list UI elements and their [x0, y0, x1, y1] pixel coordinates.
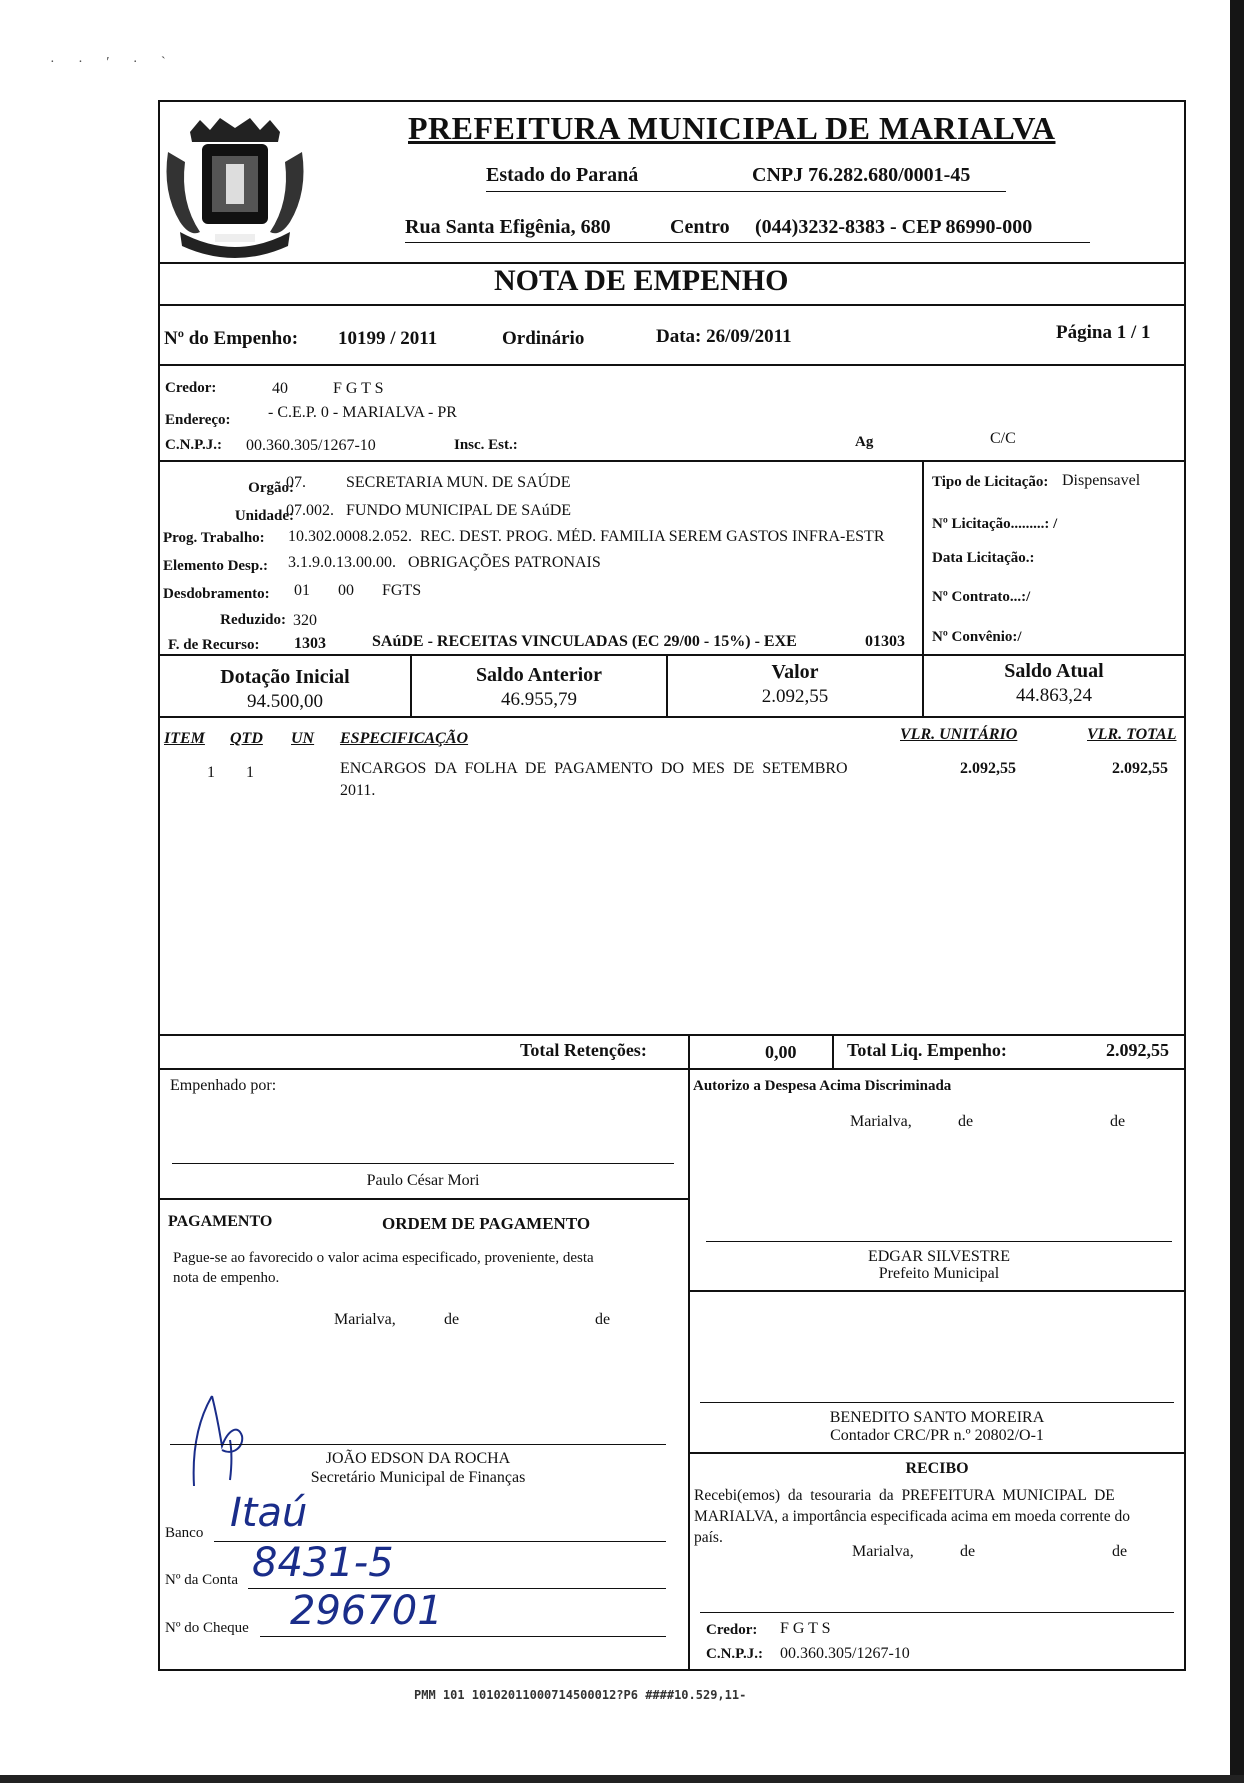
secretary-signature-line: [170, 1444, 666, 1445]
saldo-dotacao-label: Dotação Inicial: [220, 666, 350, 688]
page-edge: [1230, 0, 1244, 1783]
recibo-de2: de: [1112, 1543, 1128, 1560]
item-spec-line1: ENCARGOS DA FOLHA DE PAGAMENTO DO MES DE SETEMBRO: [340, 760, 848, 777]
empenho-number-label: Nº do Empenho:: [164, 328, 299, 349]
autorizo-label: Autorizo a Despesa Acima Discriminada: [693, 1078, 952, 1094]
header-rule-2: [405, 242, 1090, 243]
prog-value: 10.302.0008.2.052. REC. DEST. PROG. MÉD. FAMILIA SEREM GASTOS INFRA-ESTR: [288, 528, 885, 545]
autorizo-de1: de: [958, 1113, 974, 1130]
empenhado-name: Paulo César Mori: [366, 1172, 480, 1189]
secretary-title: Secretário Municipal de Finanças: [310, 1469, 526, 1486]
pagamento-de1: de: [444, 1311, 460, 1328]
item-number: 1: [207, 764, 215, 781]
banco-label: Banco: [165, 1525, 204, 1541]
header-title: PREFEITURA MUNICIPAL DE MARIALVA: [408, 110, 1056, 146]
pagamento-text-1: Pague-se ao favorecido o valor acima especificado, proveniente, desta: [173, 1250, 594, 1266]
elemento-value: 3.1.9.0.13.00.00. OBRIGAÇÕES PATRONAIS: [288, 554, 601, 571]
footer-code: PMM 101 10102011000714500012?P6 ####10.529,11-: [414, 1688, 747, 1702]
licitacao-tipo: Dispensavel: [1062, 472, 1141, 489]
valor-label: Valor: [771, 661, 819, 683]
header-street: Rua Santa Efigênia, 680: [405, 216, 611, 238]
credor-name: F G T S: [333, 380, 384, 397]
retencoes-value: 0,00: [765, 1042, 797, 1062]
item-spec-line2: 2011.: [340, 782, 376, 799]
recibo-title: RECIBO: [905, 1460, 969, 1477]
items-header-qtd: QTD: [230, 730, 263, 747]
credor-cnpj: 00.360.305/1267-10: [246, 437, 376, 454]
mayor-divider: [688, 1290, 1186, 1292]
items-header-total: VLR. TOTAL: [1087, 726, 1177, 743]
cheque-handwritten: 296701: [290, 1588, 443, 1634]
prog-label: Prog. Trabalho:: [163, 530, 265, 546]
pagamento-label: PAGAMENTO: [168, 1213, 273, 1230]
autorizo-place: Marialva,: [850, 1113, 912, 1130]
reduzido-label: Reduzido:: [220, 612, 286, 628]
recibo-signature-line: [700, 1612, 1174, 1613]
mayor-signature-line: [706, 1241, 1172, 1242]
item-total-value: 2.092,55: [1112, 760, 1168, 777]
saldo-atual-value: 44.863,24: [1016, 685, 1092, 706]
empenho-type: Ordinário: [502, 328, 585, 349]
recibo-text-1: Recebi(emos) da tesouraria da PREFEITURA MUNICIPAL DE: [694, 1487, 1115, 1504]
header-phone-cep: (044)3232-8383 - CEP 86990-000: [755, 216, 1033, 238]
unidade-label: Unidade:: [234, 508, 294, 524]
items-header-un: UN: [291, 730, 315, 747]
recibo-text-3: país.: [694, 1529, 723, 1546]
saldo-dotacao-value: 94.500,00: [247, 691, 323, 712]
recibo-text-2: MARIALVA, a importância especificada acima em moeda corrente do: [694, 1508, 1130, 1525]
accountant-signature-line: [700, 1402, 1174, 1403]
recibo-credor: F G T S: [780, 1620, 831, 1637]
credor-label: Credor:: [165, 380, 217, 396]
orgao-label: Orgão:: [248, 480, 294, 496]
licitacao-tipo-label: Tipo de Licitação:: [932, 474, 1049, 490]
empenhado-signature-line: [172, 1163, 674, 1164]
empenhado-divider: [158, 1198, 688, 1200]
valor-value: 2.092,55: [761, 686, 829, 707]
ordem-pagamento-label: ORDEM DE PAGAMENTO: [382, 1214, 591, 1233]
recurso-desc: SAúDE - RECEITAS VINCULADAS (EC 29/00 - 15%) - EXE: [372, 633, 797, 650]
licitacao-convenio: Nº Convênio:/: [932, 629, 1022, 645]
conta-label: Nº da Conta: [165, 1572, 238, 1588]
header-state: Estado do Paraná: [486, 164, 639, 186]
reduzido-value: 320: [293, 612, 317, 629]
liq-value: 2.092,55: [1106, 1040, 1169, 1060]
orgao-value: 07. SECRETARIA MUN. DE SAÚDE: [286, 474, 571, 491]
header-cnpj: CNPJ 76.282.680/0001-45: [752, 164, 971, 186]
endereco-value: - C.E.P. 0 - MARIALVA - PR: [268, 404, 457, 421]
saldo-atual-label: Saldo Atual: [1004, 660, 1104, 682]
liq-label: Total Liq. Empenho:: [847, 1040, 1007, 1060]
scan-specks: · · ′ · ˋ: [50, 55, 176, 70]
conta-handwritten: 8431-5: [252, 1540, 394, 1586]
licitacao-contrato: Nº Contrato...:/: [932, 589, 1031, 605]
mayor-name: EDGAR SILVESTRE: [867, 1248, 1011, 1265]
secretary-name: JOÃO EDSON DA ROCHA: [325, 1450, 511, 1467]
licitacao-numero: Nº Licitação.........: /: [932, 516, 1058, 532]
accountant-title: Contador CRC/PR n.º 20802/O-1: [830, 1427, 1044, 1444]
banco-handwritten: Itaú: [230, 1490, 308, 1536]
ag-label: Ag: [855, 434, 874, 450]
totals-row: [158, 1034, 1186, 1070]
items-header-unit: VLR. UNITÁRIO: [900, 726, 1018, 743]
saldo-anterior-value: 46.955,79: [501, 689, 577, 710]
empenho-page: Página 1 / 1: [1056, 322, 1151, 343]
pagamento-de2: de: [595, 1311, 611, 1328]
recibo-cnpj: 00.360.305/1267-10: [780, 1645, 910, 1662]
licitacao-data: Data Licitação.:: [932, 550, 1035, 566]
empenho-number: 10199 / 2011: [338, 328, 438, 349]
bottom-edge: [0, 1775, 1244, 1783]
elemento-label: Elemento Desp.:: [163, 558, 268, 574]
accountant-divider: [688, 1452, 1186, 1454]
recibo-credor-label: Credor:: [706, 1622, 758, 1638]
items-header-spec: ESPECIFICAÇÃO: [340, 730, 469, 747]
item-unit-value: 2.092,55: [960, 760, 1016, 777]
recibo-de1: de: [960, 1543, 976, 1560]
desdobramento-value: 01 00 FGTS: [294, 582, 422, 599]
header-rule-1: [486, 191, 1006, 192]
cheque-label: Nº do Cheque: [165, 1620, 249, 1636]
pagamento-place: Marialva,: [334, 1311, 396, 1328]
lower-center-divider: [688, 1068, 690, 1671]
insc-label: Insc. Est.:: [454, 437, 518, 453]
item-qtd: 1: [246, 764, 254, 781]
header-district: Centro: [670, 216, 730, 238]
recibo-cnpj-label: C.N.P.J.:: [706, 1646, 763, 1662]
autorizo-de2: de: [1110, 1113, 1126, 1130]
empenhado-label: Empenhado por:: [170, 1077, 277, 1094]
cheque-line[interactable]: [260, 1636, 666, 1637]
empenho-date: Data: 26/09/2011: [656, 326, 792, 347]
credor-code: 40: [272, 380, 288, 397]
pagamento-text-2: nota de empenho.: [173, 1270, 280, 1286]
budget-divider: [922, 460, 924, 656]
recurso-num: 01303: [865, 633, 905, 650]
cc-label: C/C: [990, 430, 1016, 447]
credor-cnpj-label: C.N.P.J.:: [165, 437, 222, 453]
document-title: NOTA DE EMPENHO: [494, 264, 789, 297]
coat-of-arms-icon: [160, 112, 310, 262]
desdobramento-label: Desdobramento:: [163, 586, 270, 602]
recurso-code: 1303: [294, 635, 326, 652]
accountant-name: BENEDITO SANTO MOREIRA: [829, 1409, 1045, 1426]
totals-divider-2: [832, 1034, 834, 1070]
unidade-value: 07.002. FUNDO MUNICIPAL DE SAúDE: [286, 502, 572, 519]
recurso-label: F. de Recurso:: [168, 637, 260, 653]
saldo-anterior-label: Saldo Anterior: [475, 664, 603, 686]
recibo-place: Marialva,: [852, 1543, 914, 1560]
totals-divider-1: [688, 1034, 690, 1070]
items-header-item: ITEM: [164, 730, 205, 747]
endereco-label: Endereço:: [165, 412, 231, 428]
retencoes-label: Total Retenções:: [520, 1040, 647, 1060]
mayor-title: Prefeito Municipal: [878, 1265, 1000, 1282]
